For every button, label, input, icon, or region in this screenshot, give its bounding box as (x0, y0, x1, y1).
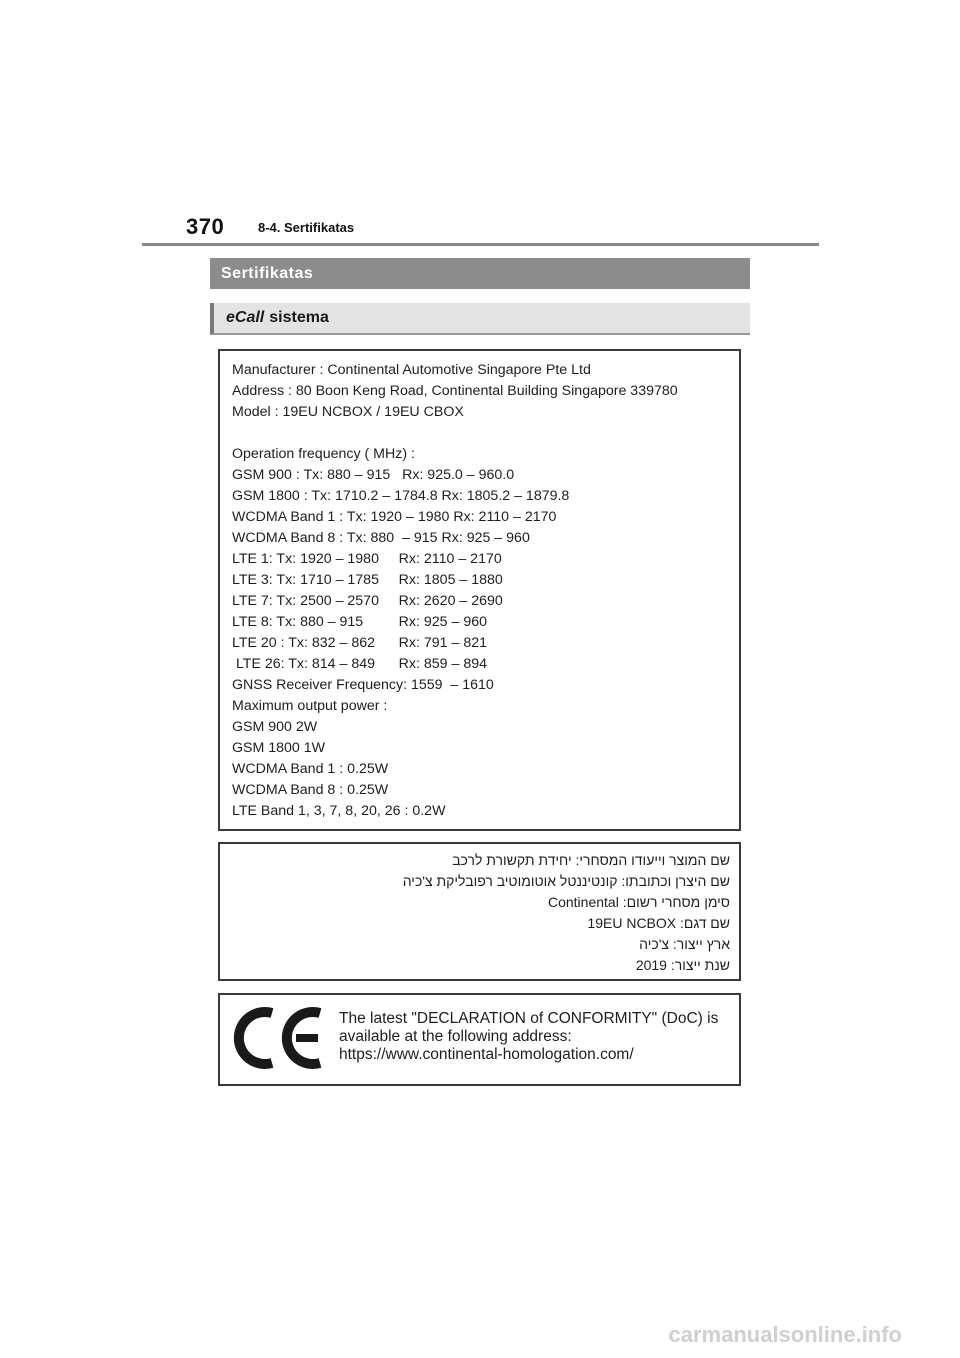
watermark: carmanualsonline.info (668, 1322, 902, 1347)
spec-line: LTE 7: Tx: 2500 – 2570 Rx: 2620 – 2690 (232, 593, 503, 609)
spec-line: GSM 900 2W (232, 719, 318, 735)
spec-line: WCDMA Band 1 : Tx: 1920 – 1980 Rx: 2110 – 2170 (232, 509, 557, 525)
spec-line: WCDMA Band 8 : Tx: 880 – 915 Rx: 925 – 960 (232, 530, 530, 546)
spec-line: GSM 1800 : Tx: 1710.2 – 1784.8 Rx: 1805.2 – 1879.8 (232, 488, 570, 504)
ce-declaration-text (339, 1010, 739, 1064)
subsection-title-bar (210, 303, 750, 335)
specification-box (218, 349, 741, 831)
spec-gap (232, 423, 739, 444)
spec-line: Operation frequency ( MHz) : (232, 446, 415, 462)
subsection-title-text: sistema (269, 309, 329, 326)
spec-line: Maximum output power : (232, 698, 388, 714)
spec-line: GSM 900 : Tx: 880 – 915 Rx: 925.0 – 960.0 (232, 467, 515, 483)
page-number: 370 (186, 214, 225, 239)
ce-url: https://www.continental-homologation.com/ (339, 1046, 634, 1063)
hebrew-line: סימן מסחרי רשום: Continental (547, 894, 730, 910)
header-divider (142, 243, 819, 246)
ce-line: The latest "DECLARATION of CONFORMITY" (DoC) is (339, 1010, 719, 1027)
ce-line: available at the following address: (339, 1028, 572, 1045)
hebrew-line: שנת ייצור: 2019 (635, 957, 730, 973)
spec-line: LTE Band 1, 3, 7, 8, 20, 26 : 0.2W (232, 803, 446, 819)
spec-line: LTE 20 : Tx: 832 – 862 Rx: 791 – 821 (232, 635, 488, 651)
spec-line: WCDMA Band 1 : 0.25W (232, 761, 389, 777)
spec-line: LTE 3: Tx: 1710 – 1785 Rx: 1805 – 1880 (232, 572, 503, 588)
section-title-bar (210, 258, 750, 289)
spec-line: GNSS Receiver Frequency: 1559 – 1610 (232, 677, 494, 693)
spec-line: LTE 1: Tx: 1920 – 1980 Rx: 2110 – 2170 (232, 551, 502, 567)
spec-line: LTE 26: Tx: 814 – 849 Rx: 859 – 894 (232, 656, 488, 672)
section-title: Sertifikatas (221, 264, 314, 282)
spec-line: Model : 19EU NCBOX / 19EU CBOX (232, 404, 464, 420)
spec-line: GSM 1800 1W (232, 740, 326, 756)
ce-declaration-box (218, 993, 741, 1086)
spec-line: LTE 8: Tx: 880 – 915 Rx: 925 – 960 (232, 614, 487, 630)
hebrew-info-box (218, 842, 741, 981)
hebrew-line: ארץ ייצור: צ'כיה (639, 936, 730, 952)
ce-mark-icon (232, 1003, 327, 1073)
hebrew-line: שם דגם: 19EU NCBOX (587, 915, 730, 931)
spec-line: WCDMA Band 8 : 0.25W (232, 782, 389, 798)
hebrew-line: שם היצרן וכתובתו: קונטיננטל אוטומוטיב רפובליקת צ'כיה (402, 873, 730, 889)
spec-line: Address : 80 Boon Keng Road, Continental Building Singapore 339780 (232, 383, 678, 399)
hebrew-line: שם המוצר וייעודו המסחרי: יחידת תקשורת לרכב (452, 852, 730, 868)
spec-line: Manufacturer : Continental Automotive Singapore Pte Ltd (232, 362, 591, 378)
section-reference: 8-4. Sertifikatas (258, 220, 355, 235)
subsection-title-italic: eCall (226, 309, 265, 326)
